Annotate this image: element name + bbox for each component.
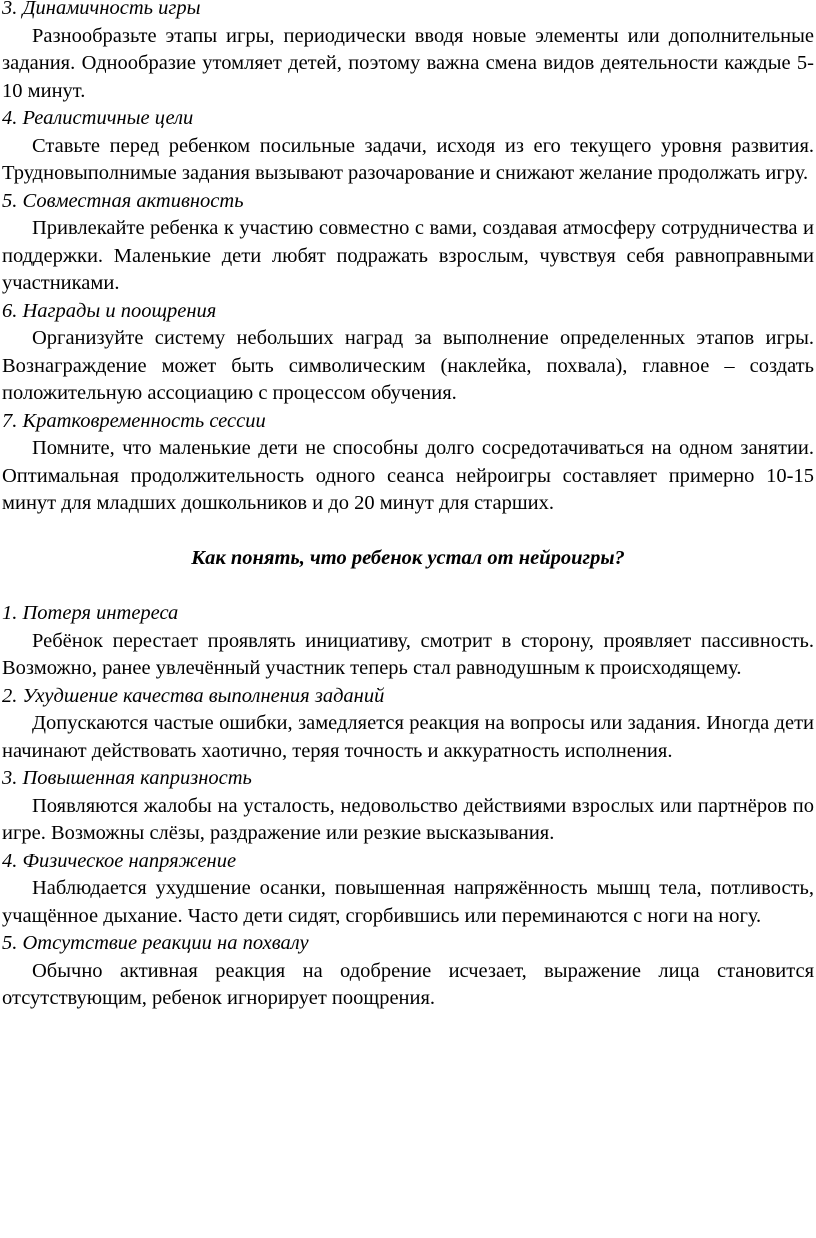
item-heading: 7. Кратковременность сессии	[2, 409, 266, 432]
item-heading: 1. Потеря интереса	[2, 602, 179, 624]
item-heading: 4. Физическое напряжение	[2, 849, 237, 872]
item-paragraph: Привлекайте ребенка к участию совместно с вами, создавая атмосферу сотрудничества и поддержки. Маленькие дети любят подражать взрослым, чувствуя себя равноправными участниками.	[2, 217, 814, 294]
item-paragraph: Наблюдается ухудшение осанки, повышенная напряжённость мышц тела, потливость, учащённое дыхание. Часто дети сидят, сгорбившись или переминаются с ноги на ногу.	[2, 877, 814, 927]
item-paragraph: Обычно активная реакция на одобрение исчезает, выражение лица становится отсутствующим, ребенок игнорирует поощрения.	[2, 959, 814, 1009]
item-heading: 2. Ухудшение качества выполнения заданий	[2, 684, 385, 707]
item-paragraph: Допускаются частые ошибки, замедляется реакция на вопросы или задания. Иногда дети начинают действовать хаотично, теряя точность и аккуратность исполнения.	[2, 712, 814, 762]
section-title: Как понять, что ребенок устал от нейроигры?	[191, 547, 625, 569]
item-paragraph: Ребёнок перестает проявлять инициативу, смотрит в сторону, проявляет пассивность. Возможно, ранее увлечённый участник теперь стал равнодушным к происходящему.	[2, 629, 814, 679]
tips-list	[2, 0, 814, 518]
item-paragraph: Помните, что маленькие дети не способны долго сосредотачиваться на одном занятии. Оптимальная продолжительность одного сеанса нейроигры составляет примерно 10-15 минут для младших дошкольников и до 20 минут для старших.	[2, 437, 814, 514]
item-heading: 3. Динамичность игры	[2, 0, 201, 19]
item-heading: 3. Повышенная капризность	[2, 767, 252, 789]
item-heading: 4. Реалистичные цели	[2, 107, 194, 129]
item-paragraph: Ставьте перед ребенком посильные задачи, исходя из его текущего уровня развития. Трудновыполнимые задания вызывают разочарование и снижают желание продолжать игру.	[2, 134, 814, 184]
item-heading: 5. Отсутствие реакции на похвалу	[2, 932, 309, 954]
item-paragraph: Появляются жалобы на усталость, недовольство действиями взрослых или партнёров по игре. Возможны слёзы, раздражение или резкие высказывания.	[2, 794, 814, 844]
blank-line	[2, 518, 814, 546]
item-heading: 5. Совместная активность	[2, 189, 244, 212]
fatigue-signs-list	[2, 600, 814, 1013]
item-paragraph: Организуйте систему небольших наград за выполнение определенных этапов игры. Вознаграждение может быть символическим (наклейка, похвала), главное – создать положительную ассоциацию с процессом обучения.	[2, 327, 814, 404]
item-paragraph: Разнообразьте этапы игры, периодически вводя новые элементы или дополнительные задания. Однообразие утомляет детей, поэтому важна смена видов деятельности каждые 5-10 минут.	[2, 24, 814, 102]
blank-line	[2, 573, 814, 601]
item-heading: 6. Награды и поощрения	[2, 299, 217, 322]
